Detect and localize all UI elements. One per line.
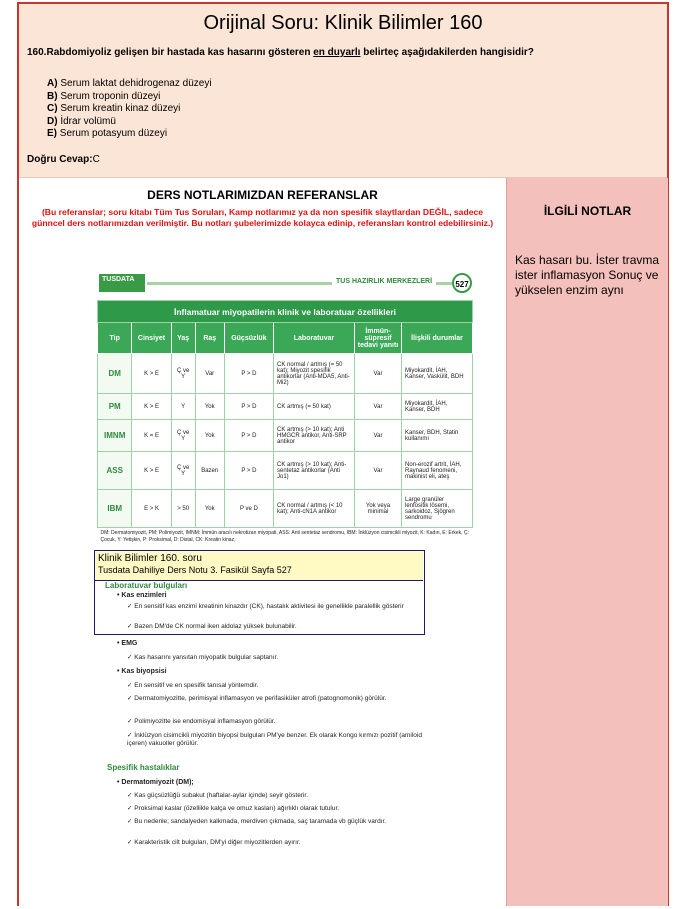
option-b: B) Serum troponin düzeyi: [47, 90, 161, 102]
lab-title: Laboratuvar bulguları: [105, 581, 188, 590]
emg-heading: • EMG: [117, 640, 138, 647]
option-c: C) Serum kreatin kinaz düzeyi: [47, 103, 181, 114]
table-row: ASS K > E Ç ve Y Bazen P > D CK artmış (> 10 kat); Anti-sentetaz antikorlar (Anti Jo1) Var Non-erozif artrit, İAH, Raynaud fenomeni, makinist eli, ateş: [98, 452, 473, 490]
options-list: [47, 78, 212, 141]
dm-heading: • Dermatomiyozit (DM);: [117, 779, 194, 786]
references-note: (Bu referanslar; soru kitabı Tüm Tus Soruları, Kamp notlarımız ya da non spesifik slaytlardan DEĞİL, sadece günncel ders notlarımızdan verilmiştir. Bu notları şubelerimizde kolayca edinip, referansları kontrol edebilirsiniz.): [31, 207, 494, 228]
table-header: [98, 323, 473, 354]
table-caption: İnflamatuar miyopatilerin klinik ve laboratuar özellikleri: [98, 301, 473, 323]
table-row: IBM E > K > 50 Yok P ve D CK normal / artmış (< 10 kat); Anti-cN1A antikor Yok veya minimal Large granüler lenfositik lösemi, sarkoidoz, Sjögren sendromu: [98, 490, 473, 528]
lab-item: ✓ En sensitif kas enzimi kreatinin kinazdır (CK), hastalık aktivitesi ile genellikle paralellik gösterir: [127, 603, 404, 610]
correct-answer: Doğru Cevap:C: [27, 154, 100, 165]
related-notes-title: İLGİLİ NOTLAR: [543, 204, 632, 218]
tusdata-logo: TUSDATA: [99, 274, 145, 292]
emg-item: ✓ Kas hasarını yansıtan miyopatik bulgular saptanır.: [127, 654, 279, 661]
related-notes-text: Kas hasarı bu. İster travma ister inflamasyon Sonuç ve yükselen enzim aynı: [515, 253, 660, 297]
page-frame: [17, 2, 669, 906]
question-text: [27, 47, 534, 58]
question-emphasis: en duyarlı: [313, 47, 361, 58]
dm-item: ✓ Bu nedenle; sandalyeden kalkmada, merdiven çıkmada, saç taramada vb güçlük vardır.: [127, 818, 387, 825]
biyopsi-item: ✓ İnklüzyon cisimcikli miyozitin biyopsi bulguları PM'ye benzer. Ek olarak Kongo kırmızı pozitif (amiloid içeren) vakuoller görülür.: [127, 732, 422, 747]
page-title: Orijinal Soru: Klinik Bilimler 160: [203, 12, 483, 34]
dm-item: ✓ Kas güçsüzlüğü subakut (haftalar-aylar içinde) seyir gösterir.: [127, 792, 309, 799]
question-number: 160.: [27, 47, 47, 58]
col-tip: Tip: [98, 323, 132, 354]
option-d: D) İdrar volümü: [47, 115, 116, 127]
related-notes-panel: [506, 178, 668, 906]
col-cinsiyet: Cinsiyet: [132, 323, 171, 354]
col-gucsuzluk: Güçsüzlük: [224, 323, 273, 354]
dm-item: ✓ Karakteristik cilt bulguları, DM'yi diğer miyozitlerden ayırır.: [127, 839, 301, 846]
table-footnote: DM: Dermatomiyozit, PM: Polimiyozit, IMNM: İmmün aracılı nekrotizan miyopati, ASS: Anti sentetaz sendromu, IBM: İnklüzyon cisimcikli miyozit, K: Kadın, E: Erkek, Ç: Çocuk, Y: Yetişkin, P: Proksimal, D: Distal, CK: Kreatin kinaz,: [100, 530, 469, 543]
option-e: E) Serum potasyum düzeyi: [47, 128, 168, 139]
source-callout-header: [95, 551, 423, 581]
question-text-after: belirteç aşağıdakilerden hangisidir?: [360, 47, 534, 58]
biyopsi-heading: • Kas biyopsisi: [117, 668, 167, 675]
question-text-before: Rabdomiyoliz gelişen bir hastada kas hasarını gösteren: [46, 47, 314, 58]
myopathy-table: [97, 300, 473, 545]
references-panel: [19, 178, 506, 906]
biyopsi-item: ✓ En sensitif ve en spesifik tanısal yöntemdir.: [127, 682, 259, 689]
table-row: IMNM K = E Ç ve Y Yok P > D CK artmış (> 10 kat); Anti HMGCR antikor, Anti-SRP antikor Var Kanser, BDH, Statin kullanımı: [98, 420, 473, 452]
spesifik-title: Spesifik hastalıklar: [107, 763, 180, 772]
table-row: DM K > E Ç ve Y Var P > D CK normal / artmış (= 50 kat); Miyozit spesifik antikorlar (Anti-MDA5, Anti-Mi2) Var Miyokardit, İAH, Kanser, Vaskülit, BDH: [98, 354, 473, 394]
source-question: Klinik Bilimler 160. soru: [98, 553, 202, 564]
table-row: PM K > E Y Yok P > D CK artmış (= 50 kat) Var Miyokardit, İAH, Kanser, BDH: [98, 394, 473, 420]
book-page-number: 527: [452, 273, 472, 293]
col-laboratuvar: Laboratuvar: [274, 323, 355, 354]
col-immunsupresif: İmmün-süpresif tedavi yanıtı: [355, 323, 402, 354]
source-reference: Tusdata Dahiliye Ders Notu 3. Fasikül Sayfa 527: [98, 565, 292, 575]
option-a: A) Serum laktat dehidrogenaz düzeyi: [47, 78, 212, 89]
biyopsi-item: ✓ Dermatomiyozitte, perimisyal inflamasyon ve perifasiküler atrofi (patognomonik) görülür.: [127, 695, 387, 702]
dm-item: ✓ Proksimal kaslar (özellikle kalça ve omuz kasları) ağırlıklı olarak tutulur.: [127, 805, 340, 812]
source-callout: [94, 550, 425, 635]
col-iliskili: İlişkili durumlar: [402, 323, 473, 354]
references-title: DERS NOTLARIMIZDAN REFERANSLAR: [147, 188, 378, 202]
col-ras: Raş: [195, 323, 224, 354]
lab-item: ✓ Bazen DM'de CK normal iken aldolaz yüksek bulunabilir.: [127, 623, 297, 630]
question-box: [19, 4, 667, 178]
biyopsi-item: ✓ Polimiyozitte ise endomisyal inflamasyon görülür.: [127, 718, 276, 725]
book-header: [97, 272, 477, 296]
kas-enzim-heading: • Kas enzimleri: [117, 592, 167, 599]
book-header-title: TUS HAZIRLIK MERKEZLERİ: [332, 278, 436, 285]
col-yas: Yaş: [171, 323, 195, 354]
